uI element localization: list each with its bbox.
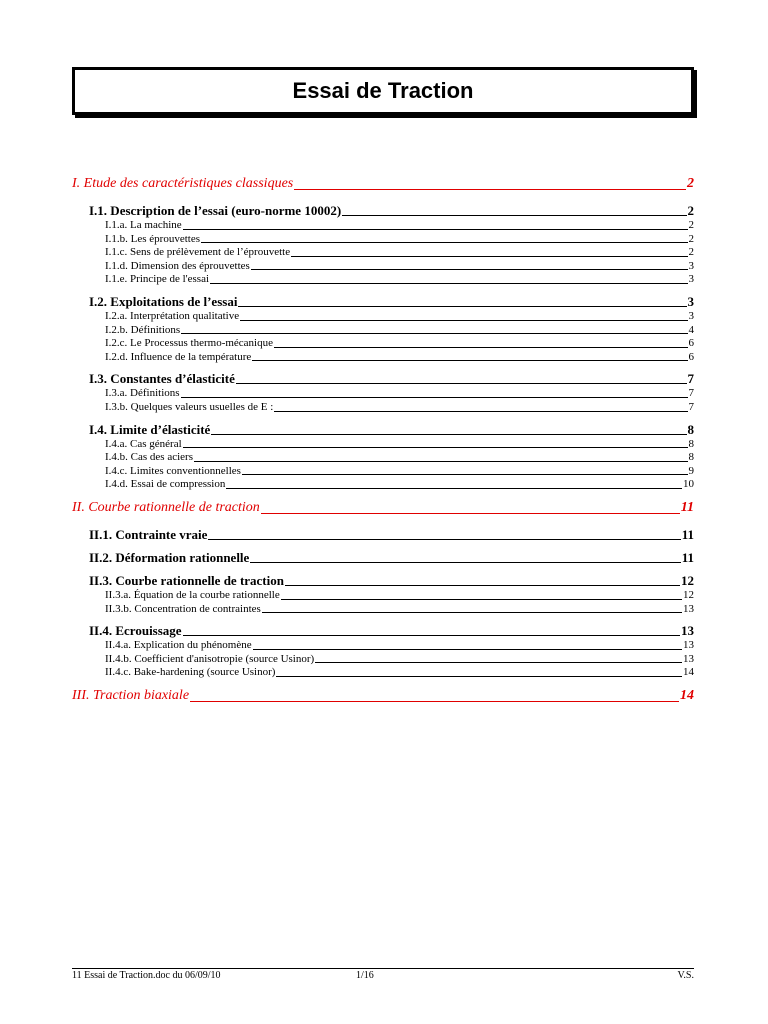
toc-item-entry[interactable] xyxy=(72,260,694,274)
toc-item-entry[interactable] xyxy=(72,246,694,260)
toc-item-entry[interactable] xyxy=(72,478,694,492)
toc-subsection-entry-label: I.3. Constantes d’élasticité xyxy=(89,371,235,387)
toc-item-entry-label: I.2.d. Influence de la température xyxy=(105,350,252,363)
toc-section-entry[interactable] xyxy=(72,686,694,706)
toc-section-entry-page-number: 14 xyxy=(680,687,694,703)
toc-item-entry-page-number: 2 xyxy=(688,246,694,259)
tab-leader-line xyxy=(242,474,688,475)
toc-item-entry-label: I.2.c. Le Processus thermo-mécanique xyxy=(105,337,273,350)
toc-subsection-entry[interactable] xyxy=(72,526,694,543)
toc-subsection-entry-label: II.2. Déformation rationnelle xyxy=(89,549,250,565)
document-title: Essai de Traction xyxy=(292,78,474,103)
toc-item-entry-label: I.1.e. Principe de l'essai xyxy=(105,273,210,286)
toc-subsection-entry-label: I.2. Exploitations de l’essai xyxy=(89,293,238,309)
toc-item-entry-label: I.4.b. Cas des aciers xyxy=(105,451,193,464)
toc-item-entry-page-number: 2 xyxy=(688,219,694,231)
toc-subsection-entry-page-number: 12 xyxy=(681,572,694,588)
toc-subsection-entry[interactable] xyxy=(72,370,694,387)
tab-leader-line xyxy=(276,676,682,677)
toc-item-entry[interactable] xyxy=(72,273,694,287)
toc-item-entry[interactable] xyxy=(72,666,694,680)
toc-item-entry-label: II.4.c. Bake-hardening (source Usinor) xyxy=(105,666,276,679)
tab-leader-line xyxy=(194,461,688,462)
tab-leader-line xyxy=(181,397,688,398)
tab-leader-line xyxy=(208,539,680,540)
table-of-contents xyxy=(72,170,694,706)
page-footer xyxy=(72,968,694,981)
toc-subsection-entry[interactable] xyxy=(72,421,694,438)
tab-leader-line xyxy=(211,434,686,435)
tab-leader-line xyxy=(251,269,688,270)
toc-item-entry-label: I.4.a. Cas général xyxy=(105,437,182,450)
toc-item-entry[interactable] xyxy=(72,387,694,401)
toc-subsection-entry[interactable] xyxy=(72,572,694,589)
toc-section-entry-label: I. Etude des caractéristiques classiques xyxy=(72,176,294,191)
toc-item-entry-page-number: 14 xyxy=(683,666,694,679)
toc-subsection-entry-page-number: 3 xyxy=(687,293,694,309)
toc-item-entry[interactable] xyxy=(72,639,694,653)
tab-leader-line xyxy=(281,599,682,600)
toc-section-entry[interactable] xyxy=(72,498,694,518)
toc-subsection-entry-page-number: 2 xyxy=(687,203,694,218)
toc-item-entry-page-number: 9 xyxy=(688,464,694,477)
toc-item-entry-label: I.4.c. Limites conventionnelles xyxy=(105,464,241,477)
tab-leader-line xyxy=(236,383,687,384)
toc-item-entry[interactable] xyxy=(72,465,694,479)
tab-leader-line xyxy=(285,585,680,586)
tab-leader-line xyxy=(181,333,687,334)
tab-leader-line xyxy=(201,242,688,243)
toc-item-entry[interactable] xyxy=(72,451,694,465)
toc-subsection-entry-page-number: 11 xyxy=(681,526,694,542)
toc-section-entry-label: II. Courbe rationnelle de traction xyxy=(72,499,260,515)
toc-item-entry-label: I.4.d. Essai de compression xyxy=(105,478,226,491)
toc-subsection-entry-label: II.3. Courbe rationnelle de traction xyxy=(89,572,284,588)
toc-section-entry[interactable] xyxy=(72,174,694,194)
toc-item-entry-label: I.1.d. Dimension des éprouvettes xyxy=(105,259,250,272)
toc-item-entry[interactable] xyxy=(72,337,694,351)
tab-leader-line xyxy=(315,662,682,663)
tab-leader-line xyxy=(261,513,680,514)
toc-item-entry-label: I.1.c. Sens de prélèvement de l’éprouvette xyxy=(105,246,291,259)
toc-subsection-entry-label: II.4. Ecrouissage xyxy=(89,623,182,639)
toc-item-entry-label: II.4.a. Explication du phénomène xyxy=(105,639,252,652)
tab-leader-line xyxy=(250,562,680,563)
toc-item-entry-page-number: 2 xyxy=(688,232,694,245)
toc-item-entry-page-number: 10 xyxy=(683,478,694,491)
tab-leader-line xyxy=(240,320,687,321)
toc-subsection-entry-page-number: 13 xyxy=(681,623,694,639)
toc-item-entry[interactable] xyxy=(72,233,694,247)
toc-item-entry-page-number: 12 xyxy=(683,588,694,601)
toc-item-entry[interactable] xyxy=(72,219,694,233)
tab-leader-line xyxy=(274,347,688,348)
toc-item-entry-page-number: 6 xyxy=(688,350,694,363)
toc-item-entry[interactable] xyxy=(72,589,694,603)
toc-subsection-entry[interactable] xyxy=(72,622,694,639)
toc-item-entry[interactable] xyxy=(72,603,694,617)
footer-initials: V.S. xyxy=(677,970,694,981)
toc-item-entry-label: II.3.b. Concentration de contraintes xyxy=(105,602,261,615)
toc-item-entry-page-number: 7 xyxy=(688,400,694,413)
toc-item-entry-page-number: 13 xyxy=(683,639,694,652)
tab-leader-line xyxy=(183,447,688,448)
toc-item-entry-page-number: 13 xyxy=(683,602,694,615)
toc-item-entry-label: I.1.a. La machine xyxy=(105,219,182,231)
toc-item-entry[interactable] xyxy=(72,324,694,338)
toc-section-entry-label: III. Traction biaxiale xyxy=(72,687,190,703)
tab-leader-line xyxy=(291,256,687,257)
toc-item-entry-page-number: 13 xyxy=(683,652,694,665)
toc-item-entry-label: II.4.b. Coefficient d'anisotropie (source Usinor) xyxy=(105,652,315,665)
toc-subsection-entry-label: II.1. Contrainte vraie xyxy=(89,526,208,542)
toc-item-entry-page-number: 8 xyxy=(688,437,694,450)
toc-subsection-entry-page-number: 11 xyxy=(681,549,694,565)
toc-item-entry-page-number: 6 xyxy=(688,337,694,350)
tab-leader-line xyxy=(252,360,687,361)
toc-subsection-entry-label: I.1. Description de l’essai (euro-norme 10002) xyxy=(89,203,342,218)
tab-leader-line xyxy=(342,215,686,216)
tab-leader-line xyxy=(253,649,682,650)
toc-subsection-entry-page-number: 8 xyxy=(687,421,694,437)
toc-item-entry-label: I.1.b. Les éprouvettes xyxy=(105,232,200,245)
toc-item-entry-label: I.2.a. Interprétation qualitative xyxy=(105,309,240,322)
tab-leader-line xyxy=(294,189,686,190)
toc-subsection-entry[interactable] xyxy=(72,293,694,310)
tab-leader-line xyxy=(274,411,687,412)
footer-filename: 11 Essai de Traction.doc du 06/09/10 xyxy=(72,970,221,981)
toc-section-entry-page-number: 11 xyxy=(680,499,694,515)
toc-item-entry[interactable] xyxy=(72,653,694,667)
toc-item-entry-label: II.3.a. Équation de la courbe rationnelle xyxy=(105,588,280,601)
toc-item-entry-page-number: 3 xyxy=(688,259,694,272)
tab-leader-line xyxy=(190,701,679,702)
toc-item-entry-label: I.3.b. Quelques valeurs usuelles de E : xyxy=(105,400,274,413)
toc-item-entry-label: I.2.b. Définitions xyxy=(105,323,181,336)
tab-leader-line xyxy=(226,488,682,489)
toc-item-entry[interactable] xyxy=(72,310,694,324)
document-title-box xyxy=(72,67,694,115)
tab-leader-line xyxy=(183,635,680,636)
toc-subsection-entry-page-number: 7 xyxy=(687,371,694,387)
toc-item-entry[interactable] xyxy=(72,401,694,415)
toc-item-entry-page-number: 3 xyxy=(688,309,694,322)
toc-section-entry-page-number: 2 xyxy=(687,176,694,191)
toc-item-entry-page-number: 8 xyxy=(688,451,694,464)
toc-item-entry-page-number: 7 xyxy=(688,387,694,400)
toc-subsection-entry[interactable] xyxy=(72,202,694,219)
tab-leader-line xyxy=(210,283,687,284)
toc-subsection-entry[interactable] xyxy=(72,549,694,566)
tab-leader-line xyxy=(183,229,688,230)
toc-subsection-entry-label: I.4. Limite d’élasticité xyxy=(89,421,211,437)
footer-page-number: 1/16 xyxy=(356,970,374,981)
tab-leader-line xyxy=(238,306,686,307)
toc-item-entry[interactable] xyxy=(72,438,694,452)
toc-item-entry-label: I.3.a. Définitions xyxy=(105,387,180,400)
toc-item-entry[interactable] xyxy=(72,351,694,365)
toc-item-entry-page-number: 3 xyxy=(688,273,694,286)
tab-leader-line xyxy=(262,612,682,613)
toc-item-entry-page-number: 4 xyxy=(688,323,694,336)
